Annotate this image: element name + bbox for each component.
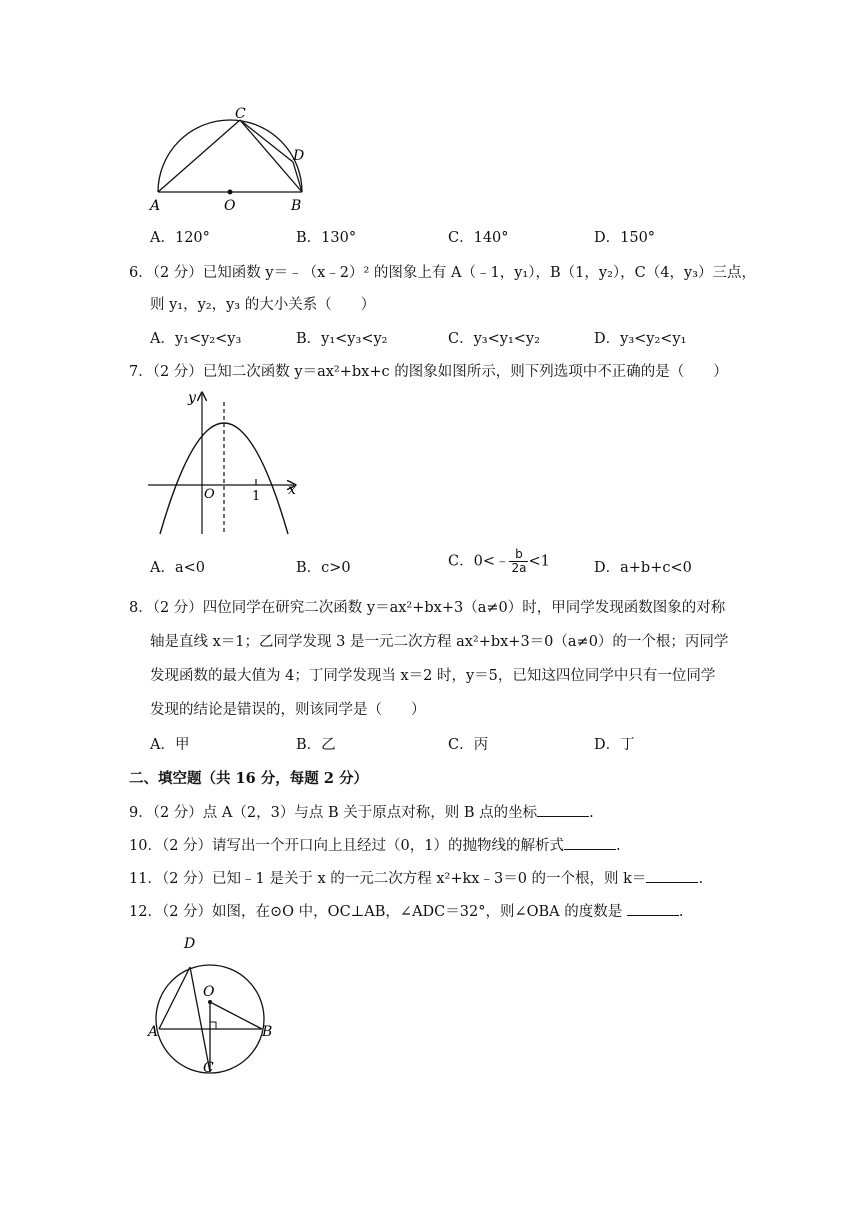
q7-option-c[interactable] [448, 548, 550, 575]
q10-end: . [615, 838, 621, 854]
q9-end: . [589, 805, 594, 821]
q9-text: 9．（2 分）点 A（2，3）与点 B 关于原点对称，则 B 点的坐标 [129, 805, 538, 821]
q9-item [129, 801, 594, 822]
label-o: O [204, 487, 215, 502]
q12-item [129, 900, 683, 921]
q11-item [129, 867, 703, 888]
center-point-o [208, 1000, 212, 1004]
q7-fraction [509, 548, 528, 575]
q7-fraction-den: 2a [511, 561, 527, 575]
q8-option-a[interactable]: A．甲 [150, 737, 190, 753]
q11-text: 11．（2 分）已知﹣1 是关于 x 的一元二次方程 x²+kx﹣3＝0 的一个根，则 k＝ [129, 871, 647, 887]
label-x: x [288, 482, 296, 498]
label-c: C [235, 106, 246, 122]
chord-ac [158, 120, 240, 192]
label-c: C [203, 1060, 214, 1076]
q8-option-b[interactable]: B．乙 [296, 737, 336, 753]
q12-circle-figure [146, 932, 278, 1077]
q6-stem-line2: 则 y₁，y₂，y₃ 的大小关系（ ） [150, 297, 376, 313]
q7-option-c-prefix: C．0<﹣ [448, 553, 510, 570]
segment-dc [190, 967, 210, 1072]
q8-option-d[interactable]: D．丁 [594, 737, 635, 753]
q6-option-d[interactable]: D．y₃<y₂<y₁ [594, 331, 687, 347]
label-one: 1 [252, 489, 261, 504]
label-b: B [291, 198, 302, 214]
center-point-o [228, 190, 233, 195]
q12-answer-blank[interactable] [627, 903, 679, 916]
label-d: D [293, 148, 305, 164]
q8-stem-line2: 轴是直线 x＝1；乙同学发现 3 是一元二次方程 ax²+bx+3＝0（a≠0）的一个根；丙同学 [150, 634, 729, 650]
q10-item [129, 834, 621, 855]
q5-semicircle-figure [140, 102, 320, 214]
q12-end: . [678, 904, 684, 920]
q7-option-a[interactable]: A．a<0 [150, 560, 205, 576]
label-b: B [262, 1024, 273, 1040]
segment-da [159, 967, 190, 1029]
q7-fraction-num: b [509, 548, 528, 562]
q7-option-d[interactable]: D．a+b+c<0 [594, 560, 692, 576]
label-a: A [148, 1024, 159, 1040]
q12-text: 12．（2 分）如图，在⊙O 中，OC⊥AB，∠ADC＝32°，则∠OBA 的度数是 [129, 904, 627, 920]
q11-answer-blank[interactable] [646, 870, 698, 883]
q5-option-d[interactable]: D．150° [594, 230, 656, 246]
q7-option-b[interactable]: B．c>0 [296, 560, 351, 576]
label-d: D [184, 936, 196, 952]
q8-stem-line1: 8．（2 分）四位同学在研究二次函数 y＝ax²+bx+3（a≠0）时，甲同学发现函数图象的对称 [129, 600, 726, 616]
label-o: O [224, 198, 236, 214]
q5-option-c[interactable]: C．140° [448, 230, 509, 246]
q5-option-a[interactable]: A．120° [150, 230, 210, 246]
q6-option-b[interactable]: B．y₁<y₃<y₂ [296, 331, 388, 347]
q7-parabola-figure [144, 388, 304, 538]
q8-stem-line4: 发现的结论是错误的，则该同学是（ ） [150, 702, 426, 718]
q6-option-c[interactable]: C．y₃<y₁<y₂ [448, 331, 540, 347]
q8-option-c[interactable]: C．丙 [448, 737, 489, 753]
section-2-heading: 二、填空题（共 16 分，每题 2 分） [129, 770, 368, 787]
q7-stem-line1: 7．（2 分）已知二次函数 y＝ax²+bx+c 的图象如图所示，则下列选项中不正确的是（ ） [129, 364, 728, 380]
q11-end: . [698, 871, 704, 887]
label-a: A [150, 198, 161, 214]
q7-option-c-suffix: <1 [528, 553, 550, 570]
chord-cd [240, 120, 293, 162]
segment-ob [210, 1002, 262, 1029]
q6-option-a[interactable]: A．y₁<y₂<y₃ [150, 331, 242, 347]
label-y: y [188, 390, 196, 406]
q9-answer-blank[interactable] [537, 804, 589, 817]
q8-stem-line3: 发现函数的最大值为 4；丁同学发现当 x＝2 时，y＝5，已知这四位同学中只有一位同学 [150, 668, 716, 684]
q6-stem-line1: 6．（2 分）已知函数 y＝﹣（x﹣2）² 的图象上有 A（﹣1，y₁），B（1，y₂），C（4，y₃）三点， [129, 265, 756, 281]
q10-answer-blank[interactable] [564, 837, 616, 850]
q10-text: 10．（2 分）请写出一个开口向上且经过（0，1）的抛物线的解析式 [129, 838, 564, 854]
semicircle-arc [158, 120, 305, 192]
label-o: O [203, 984, 215, 1000]
q5-option-b[interactable]: B．130° [296, 230, 357, 246]
right-angle-mark [210, 1022, 216, 1029]
